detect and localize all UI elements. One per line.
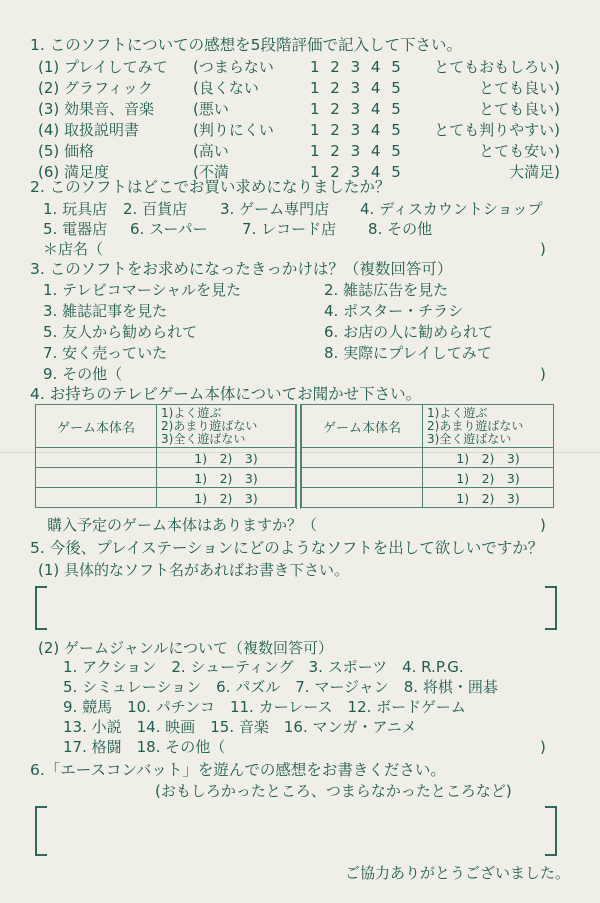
q1-high: 大満足) (509, 163, 560, 181)
genre-line[interactable]: 5. シミュレーション 6. パズル 7. マージャン 8. 将棋・囲碁 (63, 678, 498, 696)
q1-label: (6) 満足度 (38, 163, 110, 181)
q1-scale[interactable]: 1 2 3 4 5 (310, 58, 401, 76)
q1-label: (2) グラフィック (38, 79, 153, 97)
q1-label: (5) 価格 (38, 142, 95, 160)
q1-scale[interactable]: 1 2 3 4 5 (310, 79, 401, 97)
q1-high: とてもおもしろい) (434, 58, 560, 76)
q6-sub: (おもしろかったところ、つまらなかったところなど) (155, 782, 512, 800)
q1-scale[interactable]: 1 2 3 4 5 (310, 100, 401, 118)
comment-input-area[interactable] (50, 806, 540, 854)
q5-title: 5. 今後、プレイステーションにどのようなソフトを出して欲しいですか？ (30, 539, 544, 557)
q1-low: (良くない (193, 79, 259, 97)
q2-option[interactable]: 7. レコード店 (242, 220, 337, 238)
genre-line[interactable]: 13. 小説 14. 映画 15. 音楽 16. マンガ・アニメ (63, 718, 417, 736)
comment-bracket-left (35, 806, 47, 856)
q3-title: 3. このソフトをお求めになったきっかけは？（複数回答可） (30, 260, 453, 278)
console-name-cell[interactable] (302, 488, 423, 508)
options-header: 1)よく遊ぶ 2)あまり遊ばない 3)全く遊ばない (423, 405, 554, 448)
genre-line[interactable]: 9. 競馬 10. パチンコ 11. カーレース 12. ボードゲーム (63, 698, 466, 716)
table-row (302, 448, 554, 468)
console-name-cell[interactable] (36, 468, 157, 488)
q5-sub2: (2) ゲームジャンルについて（複数回答可） (38, 639, 334, 657)
genre-other-close: ) (540, 738, 546, 756)
choice-cell[interactable]: 1) 2) 3) (423, 488, 554, 508)
table-row (302, 468, 554, 488)
q1-label: (3) 効果音、音楽 (38, 100, 155, 118)
genre-line[interactable]: 17. 格闘 18. その他（ (63, 738, 226, 756)
table-row (36, 468, 296, 488)
q2-option[interactable]: 4. ディスカウントショップ (360, 200, 543, 218)
answer-bracket-left (35, 586, 47, 630)
q2-option[interactable]: 1. 玩具店 (43, 200, 108, 218)
q3-option[interactable]: 1. テレビコマーシャルを見た (43, 281, 242, 299)
thanks-text: ご協力ありがとうございました。 (344, 864, 570, 882)
q1-title: 1. このソフトについての感想を5段階評価で記入して下さい。 (30, 36, 462, 54)
q1-label: (1) プレイしてみて (38, 58, 168, 76)
table-row (302, 488, 554, 508)
options-header: 1)よく遊ぶ 2)あまり遊ばない 3)全く遊ばない (157, 405, 296, 448)
console-table-left (35, 404, 296, 508)
console-name-cell[interactable] (302, 448, 423, 468)
q1-label: (4) 取扱説明書 (38, 121, 140, 139)
planned-console-label: 購入予定のゲーム本体はありますか？（ (47, 516, 318, 534)
q3-option[interactable]: 3. 雑誌記事を見た (43, 302, 168, 320)
choice-cell[interactable]: 1) 2) 3) (423, 448, 554, 468)
q1-low: (判りにくい (193, 121, 274, 139)
table-row (36, 448, 296, 468)
store-name-label: ＊店名（ (43, 240, 104, 258)
q2-option[interactable]: 2. 百貨店 (123, 200, 188, 218)
choice-cell[interactable]: 1) 2) 3) (157, 468, 296, 488)
q3-option[interactable]: 5. 友人から勧められて (43, 323, 198, 341)
q1-scale[interactable]: 1 2 3 4 5 (310, 142, 401, 160)
q1-scale[interactable]: 1 2 3 4 5 (310, 163, 401, 181)
console-name-cell[interactable] (302, 468, 423, 488)
q2-option[interactable]: 8. その他 (368, 220, 433, 238)
genre-line[interactable]: 1. アクション 2. シューティング 3. スポーツ 4. R.P.G. (63, 658, 464, 676)
q3-option[interactable]: 6. お店の人に勧められて (324, 323, 494, 341)
q1-high: とても安い) (479, 142, 560, 160)
q2-option[interactable]: 3. ゲーム専門店 (220, 200, 330, 218)
q1-scale[interactable]: 1 2 3 4 5 (310, 121, 401, 139)
q3-other-close: ) (540, 365, 546, 383)
q1-low: (不満 (193, 163, 229, 181)
q2-option[interactable]: 5. 電器店 (43, 220, 108, 238)
console-table-right (301, 404, 554, 508)
q1-high: とても良い) (479, 100, 560, 118)
q1-low: (つまらない (193, 58, 274, 76)
choice-cell[interactable]: 1) 2) 3) (157, 448, 296, 468)
q2-option[interactable]: 6. スーパー (130, 220, 208, 238)
col-header: ゲーム本体名 (302, 405, 423, 448)
store-name-close: ) (540, 240, 546, 258)
choice-cell[interactable]: 1) 2) 3) (423, 468, 554, 488)
q1-high: とても判りやすい) (434, 121, 560, 139)
console-name-cell[interactable] (36, 488, 157, 508)
choice-cell[interactable]: 1) 2) 3) (157, 488, 296, 508)
q1-low: (悪い (193, 100, 229, 118)
col-header: ゲーム本体名 (36, 405, 157, 448)
q3-option[interactable]: 4. ポスター・チラシ (324, 302, 464, 320)
table-row (36, 488, 296, 508)
q2-title: 2. このソフトはどこでお買い求めになりましたか？ (30, 178, 391, 196)
q4-title: 4. お持ちのテレビゲーム本体についてお聞かせ下さい。 (30, 385, 422, 403)
console-name-cell[interactable] (36, 448, 157, 468)
q1-high: とても良い) (479, 79, 560, 97)
answer-bracket-right (545, 586, 557, 630)
q3-option[interactable]: 8. 実際にプレイしてみて (324, 344, 492, 362)
q3-option[interactable]: 7. 安く売っていた (43, 344, 168, 362)
q1-low: (高い (193, 142, 229, 160)
q6-title: 6.「エースコンバット」を遊んでの感想をお書きください。 (30, 761, 446, 779)
q3-option[interactable]: 2. 雑誌広告を見た (324, 281, 449, 299)
comment-bracket-right (545, 806, 557, 856)
planned-console-close: ) (540, 516, 546, 534)
q5-sub1: (1) 具体的なソフト名があればお書き下さい。 (38, 561, 350, 579)
q3-other[interactable]: 9. その他（ (43, 365, 123, 383)
software-name-input-area[interactable] (50, 586, 540, 630)
